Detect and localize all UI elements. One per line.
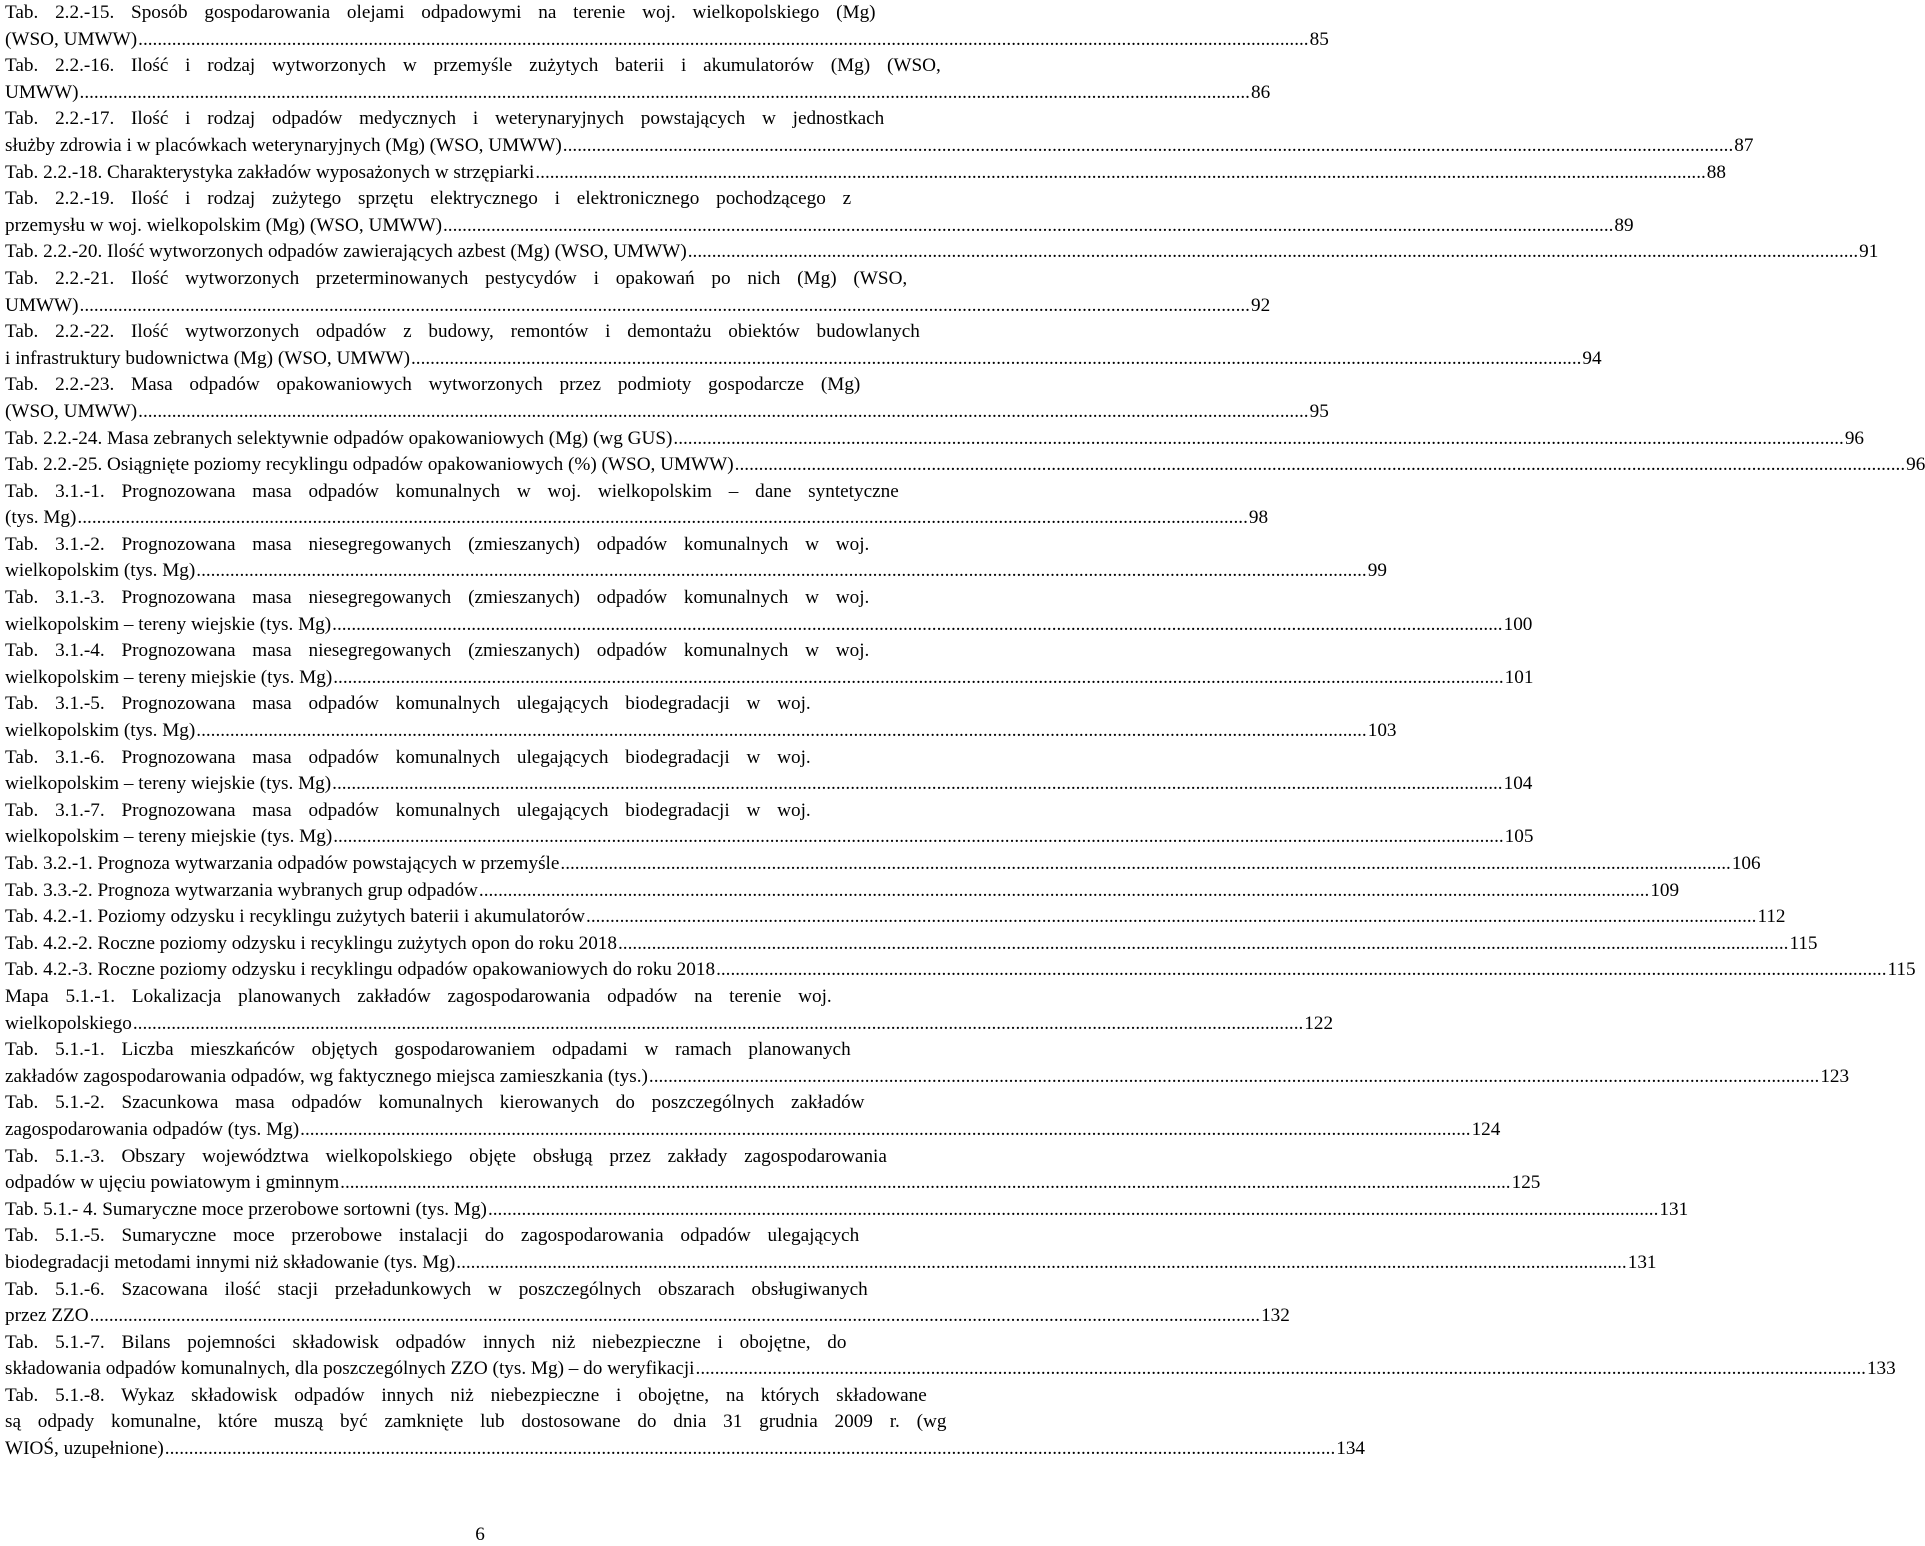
toc-entry-text: Tab. 2.2.-21. Ilość wytworzonych przeterminowanych pestycydów i opakowań po nich (Mg) (WSO, [5, 267, 908, 289]
toc-entry[interactable] [5, 160, 1726, 187]
toc-entry-text: Tab. 2.2.-15. Sposób gospodarowania olejami odpadowymi na terenie woj. wielkopolskiego (Mg) [5, 2, 876, 23]
toc-entry-text: Tab. 5.1.-2. Szacunkowa masa odpadów komunalnych kierowanych do poszczególnych zakładów [5, 1092, 865, 1114]
toc-entry-text: przemysłu w woj. wielkopolskim (Mg) (WSO, UMWW) [5, 214, 442, 236]
toc-entry-line [5, 266, 958, 293]
toc-entry-text: Tab. 2.2.-20. Ilość wytworzonych odpadów zawierających azbest (Mg) (WSO, UMWW) [5, 241, 687, 263]
toc-entry-text: (tys. Mg) [5, 507, 77, 529]
toc-entry[interactable] [5, 266, 1271, 319]
toc-entry-last-line [5, 293, 1271, 320]
toc-entry-line [5, 585, 958, 612]
toc-page-number: 89 [1614, 214, 1634, 236]
toc-entry[interactable] [5, 452, 1925, 479]
toc-entry-last-line [5, 27, 1329, 54]
toc-page-number: 112 [1757, 906, 1786, 928]
toc-dot-leader [333, 665, 1503, 692]
toc-page-number: 133 [1866, 1358, 1896, 1380]
toc-entry[interactable] [5, 585, 1533, 638]
toc-entry[interactable] [5, 1090, 1501, 1143]
toc-dot-leader [138, 399, 1308, 426]
toc-page-number: 86 [1250, 81, 1271, 103]
toc-page-number: 122 [1304, 1012, 1334, 1034]
toc-entry-last-line [5, 452, 1925, 479]
toc-page-number: 95 [1309, 400, 1329, 422]
toc-dot-leader [563, 133, 1733, 160]
toc-entry[interactable] [5, 798, 1534, 851]
toc-page-number: 101 [1504, 666, 1534, 688]
toc-entry-last-line [5, 558, 1387, 585]
toc-entry-line [5, 1330, 958, 1357]
toc-entry-text: Tab. 3.1.-3. Prognozowana masa niesegregowanych (zmieszanych) odpadów komunalnych w woj. [5, 587, 870, 609]
toc-entry-text: WIOŚ, uzupełnione) [5, 1438, 164, 1460]
toc-entry-text: wielkopolskim – tereny wiejskie (tys. Mg) [5, 613, 332, 635]
toc-entry[interactable] [5, 479, 1269, 532]
toc-page-number: 87 [1734, 134, 1754, 156]
toc-entry[interactable] [5, 638, 1534, 691]
toc-entry-text: Tab. 2.2.-17. Ilość i rodzaj odpadów medycznych i weterynaryjnych powstających w jednostkach [5, 108, 885, 130]
toc-page-number: 131 [1627, 1251, 1657, 1273]
toc-entry-text: Tab. 3.1.-6. Prognozowana masa odpadów komunalnych ulegających biodegradacji w woj. [5, 746, 811, 768]
toc-page-number: 92 [1250, 294, 1271, 316]
toc-entry-line [5, 1037, 958, 1064]
toc-entry-last-line [5, 878, 1680, 905]
toc-entry[interactable] [5, 53, 1271, 106]
toc-dot-leader [90, 1303, 1260, 1330]
toc-entry-text: Tab. 2.2.-22. Ilość wytworzonych odpadów z budowy, remontów i demontażu obiektów budowlanych [5, 321, 920, 343]
toc-entry-text: Tab. 2.2.-25. Osiągnięte poziomy recyklingu odpadów opakowaniowych (%) (WSO, UMWW) [5, 454, 734, 476]
toc-entry-text: Tab. 2.2.-16. Ilość i rodzaj wytworzonych w przemyśle zużytych baterii i akumulatorów (Mg) (WSO, [5, 55, 941, 77]
toc-dot-leader [456, 1250, 1626, 1277]
toc-entry-text: Tab. 3.2.-1. Prognoza wytwarzania odpadów powstających w przemyśle [5, 853, 560, 874]
toc-entry-line [5, 691, 958, 718]
toc-dot-leader [673, 426, 1843, 453]
toc-entry[interactable] [5, 878, 1680, 905]
page-number: 6 [475, 1524, 485, 1545]
toc-entry-text: Tab. 5.1.-3. Obszary województwa wielkopolskiego objęte obsługą przez zakłady zagospodarowania [5, 1145, 887, 1167]
toc-page-number: 105 [1504, 826, 1534, 848]
toc-entry-text: Tab. 3.1.-7. Prognozowana masa odpadów komunalnych ulegających biodegradacji w woj. [5, 799, 811, 821]
toc-entry-last-line [5, 1436, 1366, 1463]
toc-entry[interactable] [5, 1037, 1850, 1090]
toc-entry-line [5, 984, 958, 1011]
toc-entry-last-line [5, 1011, 1334, 1038]
toc-dot-leader [80, 80, 1250, 107]
toc-entry[interactable] [5, 745, 1533, 798]
toc-entry-last-line [5, 1170, 1541, 1197]
toc-entry-line [5, 53, 958, 80]
toc-entry-last-line [5, 1064, 1850, 1091]
toc-entry-line [5, 186, 958, 213]
toc-page-number: 94 [1582, 347, 1602, 369]
toc-dot-leader [688, 239, 1858, 266]
toc-dot-leader [196, 558, 1366, 585]
toc-page-number: 125 [1511, 1172, 1541, 1194]
toc-page-number: 106 [1731, 853, 1761, 874]
toc-entry-text: Tab. 5.1.-6. Szacowana ilość stacji przeładunkowych w poszczególnych obszarach obsługiwanych [5, 1278, 868, 1300]
toc-entry-line [5, 1090, 958, 1117]
toc-entry-last-line [5, 399, 1329, 426]
toc-page-number: 99 [1367, 560, 1387, 582]
toc-entry-text: UMWW) [5, 81, 79, 103]
toc-dot-leader [649, 1064, 1819, 1091]
toc-entry[interactable] [5, 1144, 1541, 1197]
toc-entry[interactable] [5, 851, 1761, 878]
table-of-contents [5, 0, 1925, 1463]
toc-page-number: 96 [1906, 454, 1925, 476]
toc-entry-text: Tab. 3.1.-1. Prognozowana masa odpadów komunalnych w woj. wielkopolskim – dane syntetyczne [5, 480, 899, 502]
toc-entry-text: służby zdrowia i w placówkach weterynaryjnych (Mg) (WSO, UMWW) [5, 134, 562, 156]
toc-page-number: 123 [1820, 1065, 1850, 1087]
toc-entry-text: wielkopolskim – tereny wiejskie (tys. Mg) [5, 773, 332, 795]
toc-entry-last-line [5, 612, 1533, 639]
toc-dot-leader [488, 1197, 1658, 1224]
toc-entry-line [5, 1409, 958, 1436]
toc-entry-last-line [5, 505, 1269, 532]
toc-dot-leader [411, 346, 1581, 373]
toc-dot-leader [300, 1117, 1470, 1144]
toc-entry[interactable] [5, 904, 1786, 931]
toc-page-number: 124 [1471, 1118, 1501, 1140]
toc-entry-text: zakładów zagospodarowania odpadów, wg faktycznego miejsca zamieszkania (tys.) [5, 1065, 648, 1087]
toc-dot-leader [77, 505, 1247, 532]
toc-entry[interactable] [5, 426, 1865, 453]
toc-entry-line [5, 1277, 958, 1304]
toc-entry-text: Tab. 2.2.-19. Ilość i rodzaj zużytego sprzętu elektrycznego i elektronicznego pochodzącego z [5, 188, 852, 210]
toc-entry-text: wielkopolskim (tys. Mg) [5, 560, 196, 582]
toc-entry-last-line [5, 1117, 1501, 1144]
toc-dot-leader [735, 452, 1905, 479]
toc-entry-last-line [5, 133, 1754, 160]
toc-entry[interactable] [5, 1277, 1290, 1330]
toc-entry-text: (WSO, UMWW) [5, 28, 138, 50]
toc-entry-text: biodegradacji metodami innymi niż składowanie (tys. Mg) [5, 1251, 456, 1273]
toc-entry-line [5, 479, 958, 506]
toc-dot-leader [618, 931, 1788, 958]
toc-page-number: 104 [1503, 773, 1533, 795]
toc-entry-text: są odpady komunalne, które muszą być zamknięte lub dostosowane do dnia 31 grudnia 2009 r. (wg [5, 1411, 947, 1433]
toc-entry-last-line [5, 931, 1818, 958]
toc-entry-text: Tab. 4.2.-2. Roczne poziomy odzysku i recyklingu zużytych opon do roku 2018 [5, 932, 617, 954]
toc-entry-line [5, 1383, 958, 1410]
toc-entry-text: i infrastruktury budownictwa (Mg) (WSO, UMWW) [5, 347, 410, 369]
toc-entry[interactable] [5, 186, 1634, 239]
toc-entry-text: Tab. 2.2.-23. Masa odpadów opakowaniowych wytworzonych przez podmioty gospodarcze (Mg) [5, 374, 861, 396]
toc-entry-line [5, 319, 958, 346]
toc-entry-last-line [5, 426, 1865, 453]
toc-entry-line [5, 0, 958, 27]
toc-entry-last-line [5, 771, 1533, 798]
toc-entry-line [5, 638, 958, 665]
toc-entry-text: UMWW) [5, 294, 79, 316]
toc-page-number: 88 [1706, 161, 1726, 183]
toc-entry[interactable] [5, 0, 1329, 53]
toc-dot-leader [443, 213, 1613, 240]
toc-entry-text: zagospodarowania odpadów (tys. Mg) [5, 1118, 300, 1140]
toc-entry-text: Tab. 3.1.-2. Prognozowana masa niesegregowanych (zmieszanych) odpadów komunalnych w woj. [5, 533, 870, 555]
toc-entry[interactable] [5, 532, 1387, 585]
toc-dot-leader [332, 771, 1502, 798]
toc-page-number: 132 [1261, 1305, 1290, 1327]
toc-entry-text: Tab. 2.2.-24. Masa zebranych selektywnie odpadów opakowaniowych (Mg) (wg GUS) [5, 427, 673, 449]
toc-entry-last-line [5, 1303, 1290, 1330]
toc-dot-leader [80, 293, 1250, 320]
toc-entry-line [5, 745, 958, 772]
toc-entry-text: Tab. 3.3.-2. Prognoza wytwarzania wybranych grup odpadów [5, 879, 478, 901]
toc-entry-line [5, 798, 958, 825]
toc-entry-text: Tab. 5.1.- 4. Sumaryczne moce przerobowe sortowni (tys. Mg) [5, 1198, 487, 1220]
toc-page-number: 115 [1887, 959, 1916, 981]
toc-page-number: 131 [1659, 1198, 1689, 1220]
toc-dot-leader [333, 824, 1503, 851]
toc-entry-last-line [5, 665, 1534, 692]
toc-page-number: 91 [1859, 241, 1879, 263]
toc-entry-last-line [5, 213, 1634, 240]
toc-entry[interactable] [5, 984, 1334, 1037]
toc-entry[interactable] [5, 931, 1818, 958]
toc-entry[interactable] [5, 319, 1602, 372]
toc-dot-leader [586, 904, 1756, 931]
toc-entry-text: składowania odpadów komunalnych, dla poszczególnych ZZO (tys. Mg) – do weryfikacji [5, 1358, 695, 1380]
toc-entry[interactable] [5, 1197, 1689, 1224]
toc-entry-text: wielkopolskiego [5, 1012, 132, 1034]
toc-entry-text: Tab. 5.1.-1. Liczba mieszkańców objętych gospodarowaniem odpadami w ramach planowanych [5, 1039, 851, 1061]
toc-entry-line [5, 372, 958, 399]
toc-entry-last-line [5, 160, 1726, 187]
toc-entry-text: przez ZZO [5, 1305, 89, 1327]
toc-page-number: 85 [1309, 28, 1329, 50]
toc-entry-line [5, 1223, 958, 1250]
toc-entry-text: Tab. 4.2.-1. Poziomy odzysku i recyklingu zużytych baterii i akumulatorów [5, 906, 586, 928]
toc-page-number: 103 [1367, 720, 1397, 742]
toc-entry-text: Tab. 4.2.-3. Roczne poziomy odzysku i recyklingu odpadów opakowaniowych do roku 2018 [5, 959, 716, 981]
toc-entry-text: Tab. 5.1.-7. Bilans pojemności składowisk odpadów innych niż niebezpieczne i obojętne, do [5, 1331, 847, 1353]
toc-entry[interactable] [5, 239, 1879, 266]
toc-page-number: 134 [1336, 1438, 1366, 1460]
toc-entry-text: Mapa 5.1.-1. Lokalizacja planowanych zakładów zagospodarowania odpadów na terenie woj. [5, 985, 832, 1007]
toc-entry-last-line [5, 957, 1916, 984]
toc-entry[interactable] [5, 106, 1754, 159]
toc-entry-last-line [5, 904, 1786, 931]
toc-dot-leader [196, 718, 1366, 745]
toc-entry-text: Tab. 3.1.-4. Prognozowana masa niesegregowanych (zmieszanych) odpadów komunalnych w woj. [5, 640, 870, 662]
toc-entry-last-line [5, 239, 1879, 266]
toc-entry-text: Tab. 5.1.-5. Sumaryczne moce przerobowe instalacji do zagospodarowania odpadów ulegających [5, 1225, 860, 1247]
toc-entry[interactable] [5, 691, 1397, 744]
toc-page-number: 100 [1503, 613, 1533, 635]
toc-entry-text: wielkopolskim (tys. Mg) [5, 720, 196, 742]
toc-entry-last-line [5, 1197, 1689, 1224]
toc-entry-text: Tab. 5.1.-8. Wykaz składowisk odpadów innych niż niebezpieczne i obojętne, na których składowane [5, 1384, 927, 1406]
toc-dot-leader [138, 27, 1308, 54]
toc-entry-last-line [5, 1356, 1896, 1383]
toc-entry[interactable] [5, 372, 1329, 425]
toc-entry-line [5, 106, 958, 133]
toc-page-number: 98 [1248, 507, 1269, 529]
toc-entry[interactable] [5, 957, 1916, 984]
toc-page-number: 109 [1650, 879, 1680, 901]
toc-entry-last-line [5, 80, 1271, 107]
toc-entry-last-line [5, 346, 1602, 373]
toc-entry-text: Tab. 3.1.-5. Prognozowana masa odpadów komunalnych ulegających biodegradacji w woj. [5, 693, 811, 715]
toc-dot-leader [716, 957, 1886, 984]
toc-dot-leader [479, 878, 1649, 905]
toc-dot-leader [696, 1356, 1866, 1383]
toc-dot-leader [560, 851, 1730, 878]
toc-entry-text: Tab. 2.2.-18. Charakterystyka zakładów wyposażonych w strzępiarki [5, 161, 535, 183]
toc-entry-line [5, 532, 958, 559]
toc-entry-text: (WSO, UMWW) [5, 400, 138, 422]
toc-dot-leader [535, 160, 1705, 187]
toc-entry-text: wielkopolskim – tereny miejskie (tys. Mg) [5, 826, 333, 848]
toc-entry-text: wielkopolskim – tereny miejskie (tys. Mg) [5, 666, 333, 688]
toc-entry-text: odpadów w ujęciu powiatowym i gminnym [5, 1172, 340, 1194]
toc-entry-last-line [5, 718, 1397, 745]
toc-entry-last-line [5, 824, 1534, 851]
toc-page-number: 115 [1789, 932, 1818, 954]
toc-page-number: 96 [1844, 427, 1865, 449]
toc-entry[interactable] [5, 1330, 1896, 1383]
toc-dot-leader [340, 1170, 1510, 1197]
toc-entry[interactable] [5, 1223, 1657, 1276]
toc-dot-leader [165, 1436, 1335, 1463]
toc-dot-leader [332, 612, 1502, 639]
toc-entry-last-line [5, 851, 1761, 878]
toc-dot-leader [133, 1011, 1303, 1038]
toc-entry-line [5, 1144, 958, 1171]
toc-entry[interactable] [5, 1383, 1366, 1463]
toc-entry-last-line [5, 1250, 1657, 1277]
